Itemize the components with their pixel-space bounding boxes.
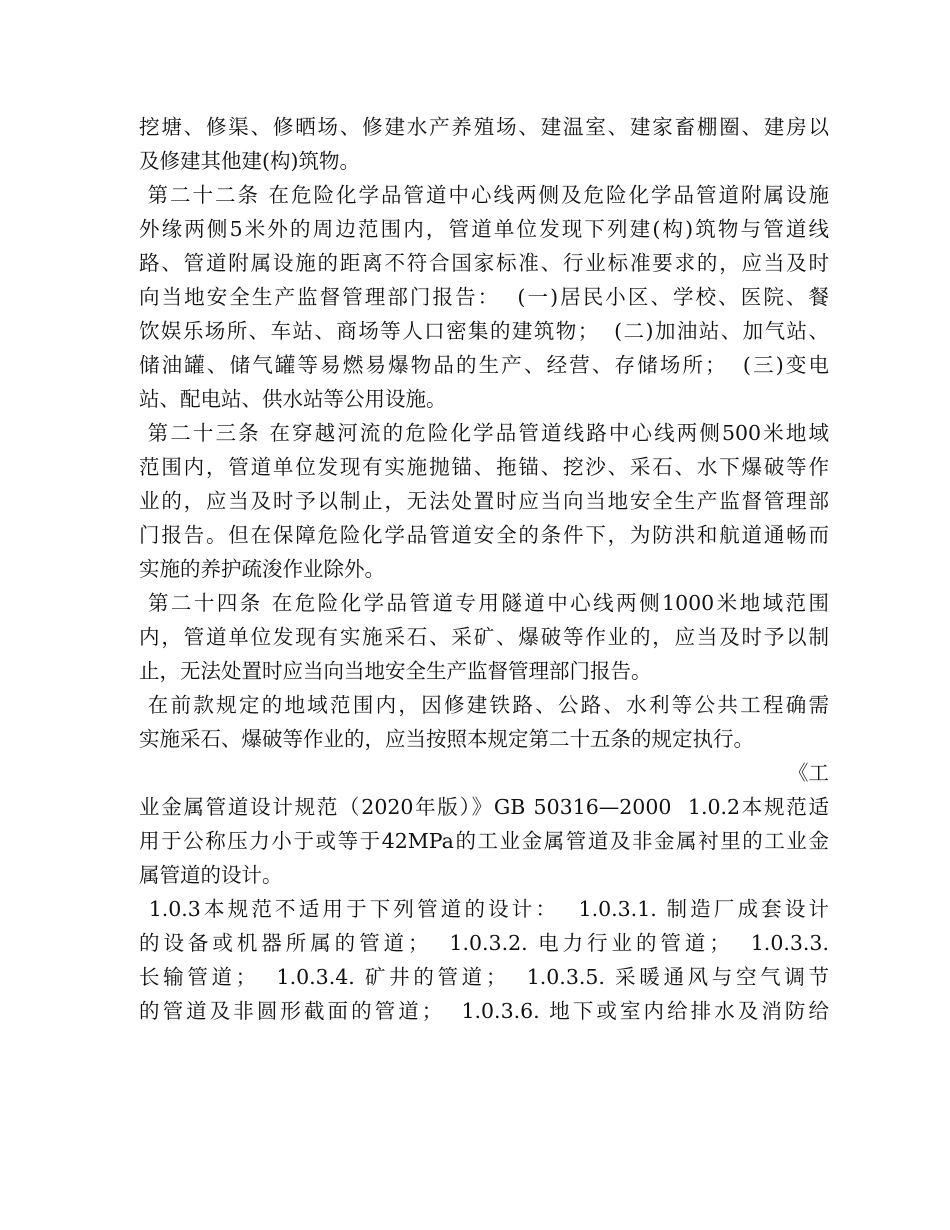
text-line: 挖塘、修渠、修晒场、修建水产养殖场、建温室、建家畜棚圈、建房以 [139,115,829,139]
text-line: 《工 [788,761,829,785]
text-line: 1.0.3本规范不适用于下列管道的设计： 1.0.3.1. 制造厂成套设计 [139,897,829,921]
text-line: 业金属管道设计规范（2020年版）》GB 50316—2000 1.0.2本规范适 [139,795,829,819]
text-line: 路、管道附属设施的距离不符合国家标准、行业标准要求的，应当及时 [139,251,829,275]
text-line: 及修建其他建(构)筑物。 [139,149,360,173]
text-line: 范围内，管道单位发现有实施抛锚、拖锚、挖沙、采石、水下爆破等作 [139,455,829,479]
text-line: 门报告。但在保障危险化学品管道安全的条件下，为防洪和航道通畅而 [139,523,829,547]
text-line: 实施的养护疏浚作业除外。 [139,557,385,581]
text-line: 第二十二条 在危险化学品管道中心线两侧及危险化学品管道附属设施 [139,183,829,207]
text-line: 实施采石、爆破等作业的，应当按照本规定第二十五条的规定执行。 [139,727,754,751]
text-line: 第二十三条 在穿越河流的危险化学品管道线路中心线两侧500米地域 [139,421,829,445]
text-line: 向当地安全生产监督管理部门报告： (一)居民小区、学校、医院、餐 [139,285,829,309]
text-line: 用于公称压力小于或等于42MPa的工业金属管道及非金属衬里的工业金 [139,829,829,853]
text-line: 的设备或机器所属的管道； 1.0.3.2. 电力行业的管道； 1.0.3.3. [139,931,829,955]
text-line: 在前款规定的地域范围内，因修建铁路、公路、水利等公共工程确需 [139,693,829,717]
text-line: 饮娱乐场所、车站、商场等人口密集的建筑物； (二)加油站、加气站、 [139,319,829,343]
text-line: 储油罐、储气罐等易燃易爆物品的生产、经营、存储场所； (三)变电 [139,353,829,377]
text-line: 内，管道单位发现有实施采石、采矿、爆破等作业的，应当及时予以制 [139,625,829,649]
text-line: 属管道的设计。 [139,863,283,887]
text-line: 止，无法处置时应当向当地安全生产监督管理部门报告。 [139,659,652,683]
text-line: 外缘两侧5米外的周边范围内，管道单位发现下列建(构)筑物与管道线 [139,217,829,241]
text-line: 长输管道； 1.0.3.4. 矿井的管道； 1.0.3.5. 采暖通风与空气调节 [139,965,829,989]
text-line: 的管道及非圆形截面的管道； 1.0.3.6. 地下或室内给排水及消防给 [139,999,829,1023]
text-line: 第二十四条 在危险化学品管道专用隧道中心线两侧1000米地域范围 [139,591,829,615]
text-line: 业的，应当及时予以制止，无法处置时应当向当地安全生产监督管理部 [139,489,829,513]
text-line: 站、配电站、供水站等公用设施。 [139,387,447,411]
